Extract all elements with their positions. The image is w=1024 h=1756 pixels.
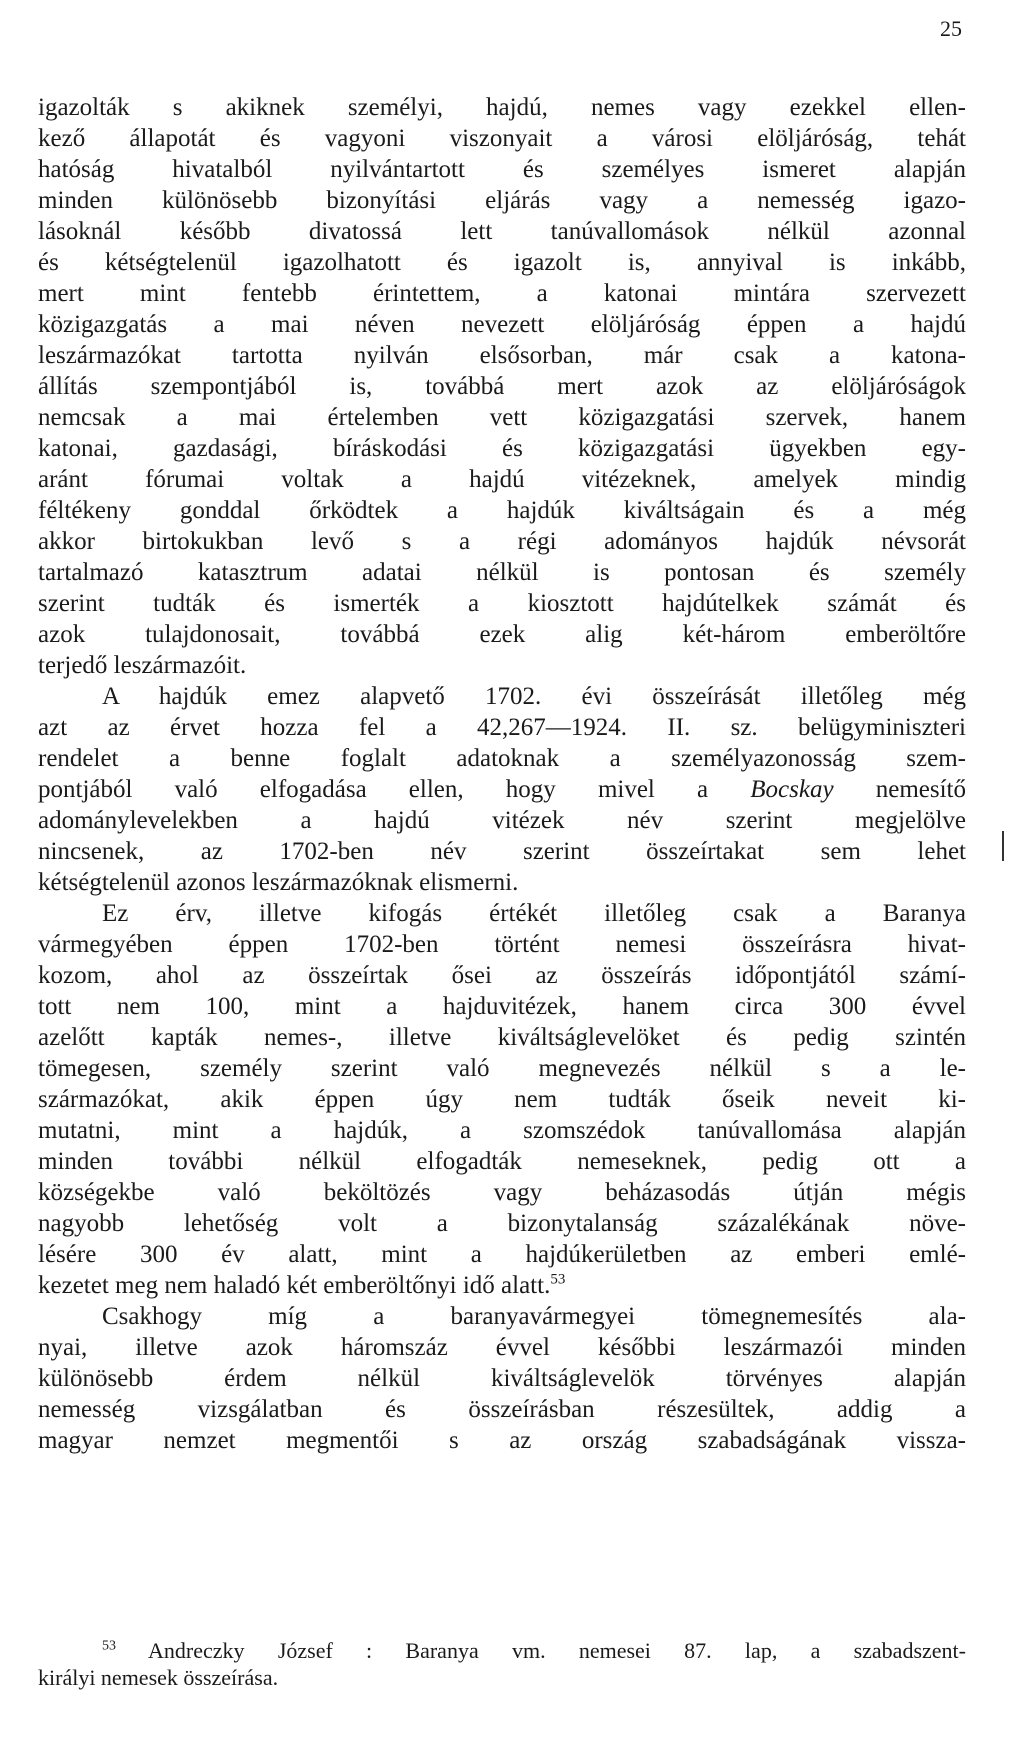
text-line: kező állapotát és vagyoni viszonyait a városi elöljáróság, tehát [38,125,966,152]
text-line: állítás szempontjából is, továbbá mert azok az elöljáróságok [38,373,966,400]
text-line: pontjából való elfogadása ellen, hogy mivel a Bocskay nemesítő [38,776,966,803]
text-line: minden további nélkül elfogadták nemeseknek, pedig ott a [38,1148,966,1175]
text-line: leszármazókat tartotta nyilván elsősorban, már csak a katona- [38,342,966,369]
text-line: lásoknál később divatossá lett tanúvallomások nélkül azonnal [38,218,966,245]
text-line: aránt fórumai voltak a hajdú vitézeknek, amelyek mindig [38,466,966,493]
text-line: tömegesen, személy szerint való megnevezés nélkül s a le- [38,1055,966,1082]
text-line: közigazgatás a mai néven nevezett elöljáróság éppen a hajdú [38,311,966,338]
text-line [38,1270,966,1301]
text-line: nagyobb lehetőség volt a bizonytalanság százalékának növe- [38,1210,966,1237]
text-line: tott nem 100, mint a hajduvitézek, hanem circa 300 évvel [38,993,966,1020]
text-line: Ez érv, illetve kifogás értékét illetőleg csak a Baranya [102,900,966,927]
text-line: rendelet a benne foglalt adatoknak a személyazonosság szem- [38,745,966,772]
text-line: nincsenek, az 1702-ben név szerint összeírtakat sem lehet [38,838,966,865]
text-line: és kétségtelenül igazolhatott és igazolt is, annyival is inkább, [38,249,966,276]
text-line-content: kezetet meg nem haladó két emberöltőnyi idő alatt. [38,1272,551,1299]
text-line: lésére 300 év alatt, mint a hajdúkerületben az emberi emlé- [38,1241,966,1268]
text-line: tartalmazó katasztrum adatai nélkül is pontosan és személy [38,559,966,586]
footnotes [38,1637,966,1691]
body-text [38,92,966,1456]
text-line: nemesség vizsgálatban és összeírásban részesültek, addig a [38,1396,966,1423]
text-line: igazolták s akiknek személyi, hajdú, nemes vagy ezekkel ellen- [38,94,966,121]
text-line: azt az érvet hozza fel a 42,267—1924. II. sz. belügyminiszteri [38,714,966,741]
text-line: akkor birtokukban levő s a régi adományos hajdúk névsorát [38,528,966,555]
text-line: Csakhogy míg a baranyavármegyei tömegnemesítés ala- [102,1303,966,1330]
text-line: mert mint fentebb érintettem, a katonai mintára szervezett [38,280,966,307]
margin-mark [1002,831,1004,861]
footnote-text: Andreczky József : Baranya vm. nemesei 87. lap, a szabadszent- [148,1638,966,1663]
footnote-number: 53 [102,1638,116,1654]
text-line: községekbe való beköltözés vagy beházasodás útján mégis [38,1179,966,1206]
text-line: kétségtelenül azonos leszármazóknak elismerni. [38,869,519,896]
footnote-reference[interactable]: 53 [550,1271,566,1288]
text-line: katonai, gazdasági, bíráskodási és közigazgatási ügyekben egy- [38,435,966,462]
text-line: nyai, illetve azok háromszáz évvel későbbi leszármazói minden [38,1334,966,1361]
text-line: magyar nemzet megmentői s az ország szabadságának vissza- [38,1427,966,1454]
emphasized-name: Bocskay [750,776,834,803]
text-line: vármegyében éppen 1702-ben történt nemesi összeírásra hivat- [38,931,966,958]
text-line: hatóság hivatalból nyilvántartott és személyes ismeret alapján [38,156,966,183]
text-line: mutatni, mint a hajdúk, a szomszédok tanúvallomása alapján [38,1117,966,1144]
text-line: A hajdúk emez alapvető 1702. évi összeírását illetőleg még [102,683,966,710]
text-line: azelőtt kapták nemes-, illetve kiváltságlevelöket és pedig szintén [38,1024,966,1051]
text-line: kozom, ahol az összeírtak ősei az összeírás időpontjától számí- [38,962,966,989]
text-line: nemcsak a mai értelemben vett közigazgatási szervek, hanem [38,404,966,431]
text-line: adománylevelekben a hajdú vitézek név szerint megjelölve [38,807,966,834]
footnote-line [38,1637,966,1664]
page-number: 25 [940,16,962,41]
text-line: különösebb érdem nélkül kiváltságlevelök törvényes alapján [38,1365,966,1392]
text-line: terjedő leszármazóit. [38,652,247,679]
text-line: féltékeny gonddal őrködtek a hajdúk kiváltságain és a még [38,497,966,524]
text-line: szerint tudták és ismerték a kiosztott hajdútelkek számát és [38,590,966,617]
text-line: azok tulajdonosait, továbbá ezek alig két-három emberöltőre [38,621,966,648]
text-line: minden különösebb bizonyítási eljárás vagy a nemesség igazo- [38,187,966,214]
text-line: származókat, akik éppen úgy nem tudták őseik neveit ki- [38,1086,966,1113]
footnote-line: királyi nemesek összeírása. [38,1665,279,1690]
